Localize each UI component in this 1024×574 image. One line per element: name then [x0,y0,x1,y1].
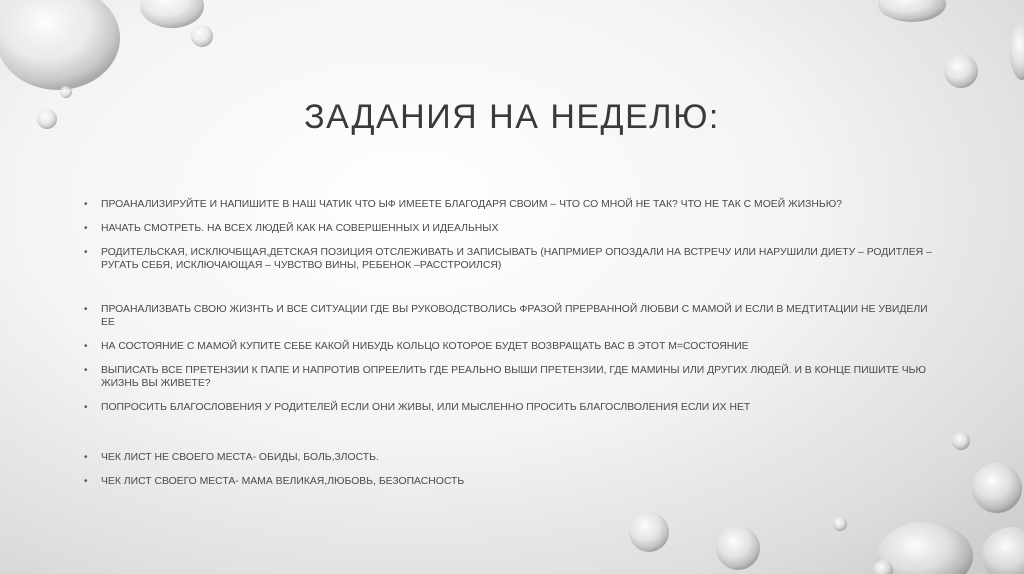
list-item [84,246,934,272]
list-item [84,340,934,353]
water-drop [140,0,204,28]
list-item [84,364,934,390]
slide-title: ЗАДАНИЯ НА НЕДЕЛЮ: [304,98,720,136]
bullet-marker: • [84,199,88,210]
bullet-text: ЧЕК ЛИСТ НЕ СВОЕГО МЕСТА- ОБИДЫ, БОЛЬ,ЗЛОСТЬ. [101,452,379,463]
water-drop [944,54,978,88]
water-drop [191,25,213,47]
bullet-text: ПРОАНАЛИЗИРУЙТЕ И НАПИШИТЕ В НАШ ЧАТИК ЧТО ЫФ ИМЕЕТЕ БЛАГОДАРЯ СВОИМ – ЧТО СО МНОЙ НЕ ТАК? ЧТО НЕ ТАК С МОЕЙ ЖИЗНЬЮ? [101,199,842,210]
bullet-text: РОДИТЕЛЬСКАЯ, ИСКЛЮЧБЩАЯ,ДЕТСКАЯ ПОЗИЦИЯ ОТСЛЕЖИВАТЬ И ЗАПИСЫВАТЬ (НАПРМИЕР ОПОЗДАЛИ НА ВСТРЕЧУ ИЛИ НАРУШИЛИ ДИЕТУ – РОДИТЛЕЯ –РУГАТЬ СЕБЯ, ИСКЛЮЧАЮЩАЯ – ЧУВСТВО ВИНЫ, РЕБЕНОК –РАССТРОИЛСЯ) [101,247,932,271]
bullet-marker: • [84,247,88,258]
water-drop [952,432,970,450]
water-drop [60,86,72,98]
bullet-text: НА СОСТОЯНИЕ С МАМОЙ КУПИТЕ СЕБЕ КАКОЙ НИБУДЬ КОЛЬЦО КОТОРОЕ БУДЕТ ВОЗВРАЩАТЬ ВАС В ЭТОТ М=СОСТОЯНИЕ [101,341,749,352]
bullet-text: НАЧАТЬ СМОТРЕТЬ. НА ВСЕХ ЛЮДЕЙ КАК НА СОВЕРШЕННЫХ И ИДЕАЛЬНЫХ [101,223,499,234]
bullet-text: ВЫПИСАТЬ ВСЕ ПРЕТЕНЗИИ К ПАПЕ И НАПРОТИВ ОПРЕЕЛИТЬ ГДЕ РЕАЛЬНО ВЫШИ ПРЕТЕНЗИИ, ГДЕ МАМИНЫ ИЛИ ДРУГИХ ЛЮДЕЙ. И В КОНЦЕ ПИШИТЕ ЧЬЮ ЖИЗНЬ ВЫ ЖИВЕТЕ? [101,365,926,389]
water-drop [877,522,973,574]
bullet-marker: • [84,341,88,352]
water-drop [716,526,760,570]
bullet-marker: • [84,476,88,487]
spacer [84,425,934,451]
bullet-marker: • [84,402,88,413]
bullet-marker: • [84,452,88,463]
bullet-list [84,198,934,499]
water-drop [0,0,120,90]
list-item [84,222,934,235]
bullet-text: ЧЕК ЛИСТ СВОЕГО МЕСТА- МАМА ВЕЛИКАЯ,ЛЮБОВЬ, БЕЗОПАСНОСТЬ [101,476,465,487]
bullet-text: ПОПРОСИТЬ БЛАГОСЛОВЕНИЯ У РОДИТЕЛЕЙ ЕСЛИ ОНИ ЖИВЫ, ИЛИ МЫСЛЕННО ПРОСИТЬ БЛАГОСЛВОЛЕНИЯ ЕСЛИ ИХ НЕТ [101,402,751,413]
list-item [84,451,934,464]
bullet-marker: • [84,304,88,315]
spacer [84,283,934,303]
water-drop [972,463,1022,513]
water-drop [1010,24,1024,80]
bullet-marker: • [84,365,88,376]
water-drop [629,512,669,552]
bullet-marker: • [84,223,88,234]
list-item [84,303,934,329]
list-item [84,198,934,211]
water-drop [833,517,847,531]
bullet-text: ПРОАНАЛИЗВАТЬ СВОЮ ЖИЗНТЬ И ВСЕ СИТУАЦИИ ГДЕ ВЫ РУКОВОДСТВОЛИСЬ ФРАЗОЙ ПРЕРВАННОЙ ЛЮБВИ С МАМОЙ И ЕСЛИ В МЕДТИТАЦИИ НЕ УВИДЕЛИ ЕЕ [101,304,928,328]
water-drop [878,0,946,22]
water-drop [873,560,893,574]
list-item [84,475,934,488]
list-item [84,401,934,414]
water-drop [982,527,1024,574]
